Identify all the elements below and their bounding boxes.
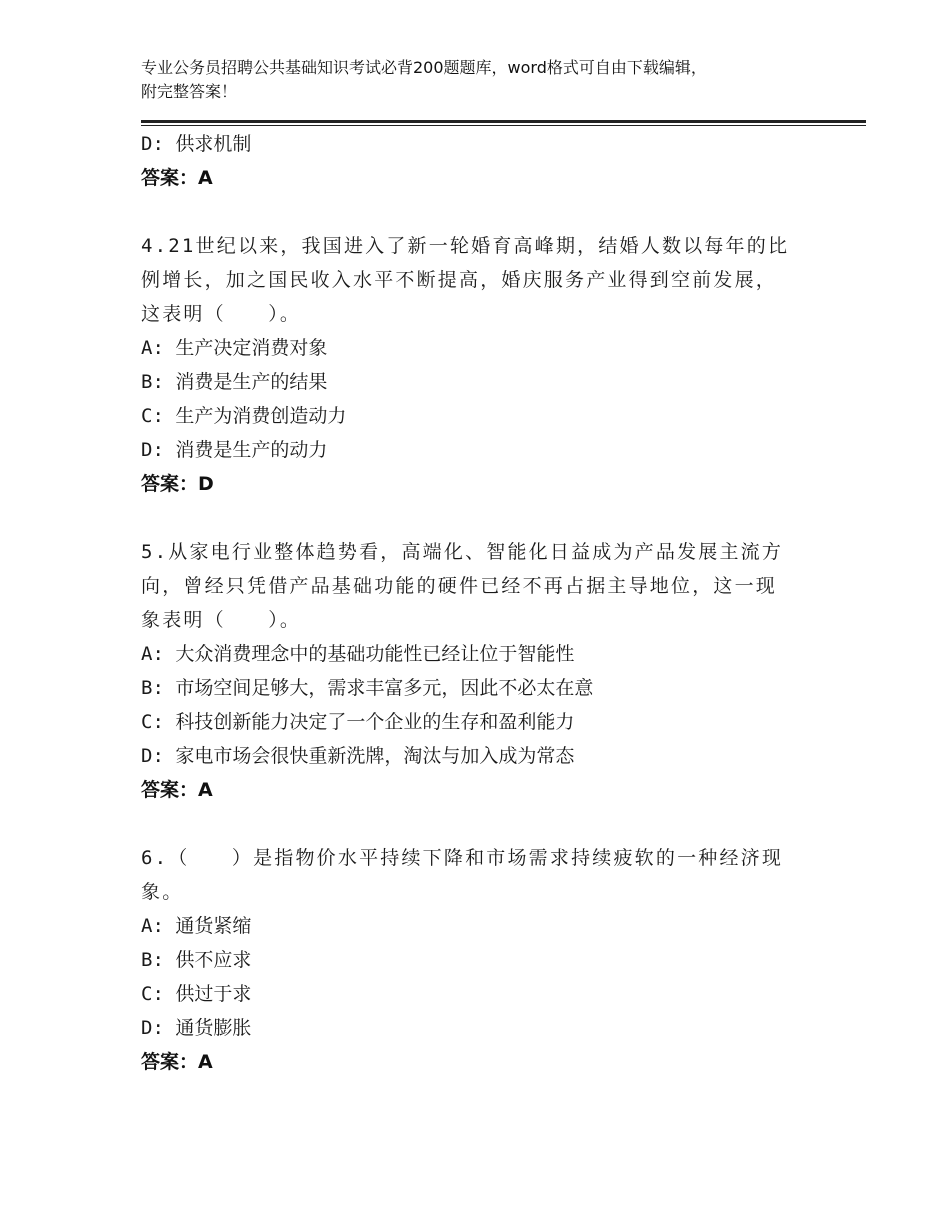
question-5 <box>141 535 821 807</box>
question-text-line: 例增长，加之国民收入水平不断提高，婚庆服务产业得到空前发展， <box>141 269 778 291</box>
spacer <box>141 501 821 535</box>
option-a: A: 生产决定消费对象 <box>141 337 328 359</box>
spacer <box>141 807 821 841</box>
header-line-2: 附完整答案！ <box>141 82 238 101</box>
question-4 <box>141 229 821 501</box>
answer-line: 答案：D <box>141 473 214 495</box>
question-content <box>141 127 821 1079</box>
question-text-line: 6.（ ）是指物价水平持续下降和市场需求持续疲软的一种经济现 <box>141 847 784 869</box>
option-c: C: 科技创新能力决定了一个企业的生存和盈利能力 <box>141 711 575 733</box>
option-d: D: 家电市场会很快重新洗牌，淘汰与加入成为常态 <box>141 745 575 767</box>
answer-line: 答案：A <box>141 1051 213 1073</box>
option-b: B: 消费是生产的结果 <box>141 371 328 393</box>
option-d: D: 供求机制 <box>141 133 252 155</box>
header-divider-thick <box>141 120 866 123</box>
option-b: B: 市场空间足够大，需求丰富多元，因此不必太在意 <box>141 677 594 699</box>
option-a: A: 大众消费理念中的基础功能性已经让位于智能性 <box>141 643 575 665</box>
option-b: B: 供不应求 <box>141 949 252 971</box>
header-divider-thin <box>141 125 866 126</box>
answer-line: 答案：A <box>141 779 213 801</box>
spacer <box>141 195 821 229</box>
question-text-line: 这表明（ ）。 <box>141 303 302 325</box>
question-text-line: 4.21世纪以来，我国进入了新一轮婚育高峰期，结婚人数以每年的比 <box>141 235 790 257</box>
answer-line: 答案：A <box>141 167 213 189</box>
question-text-line: 象表明（ ）。 <box>141 609 302 631</box>
option-d: D: 消费是生产的动力 <box>141 439 328 461</box>
question-text-line: 象。 <box>141 881 184 903</box>
option-d: D: 通货膨胀 <box>141 1017 252 1039</box>
page-header <box>141 56 841 104</box>
question-6 <box>141 841 821 1079</box>
question-text-line: 向，曾经只凭借产品基础功能的硬件已经不再占据主导地位，这一现 <box>141 575 778 597</box>
question-text-line: 5.从家电行业整体趋势看，高端化、智能化日益成为产品发展主流方 <box>141 541 784 563</box>
option-c: C: 供过于求 <box>141 983 252 1005</box>
option-c: C: 生产为消费创造动力 <box>141 405 347 427</box>
header-line-1: 专业公务员招聘公共基础知识考试必背200题题库，word格式可自由下载编辑， <box>141 58 707 77</box>
option-a: A: 通货紧缩 <box>141 915 252 937</box>
previous-question-tail <box>141 127 821 195</box>
